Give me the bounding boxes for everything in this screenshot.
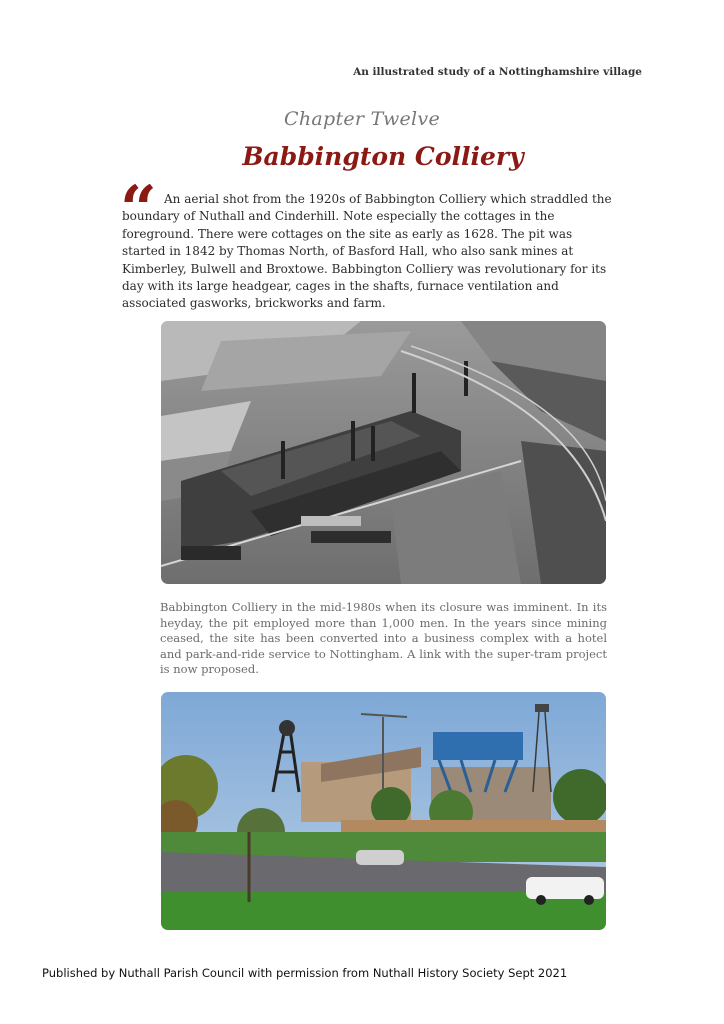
page-title: Babbington Colliery (242, 142, 524, 171)
page-header: An illustrated study of a Nottinghamshire village (353, 66, 642, 78)
chapter-label: Chapter Twelve (283, 108, 441, 130)
intro-paragraph: An aerial shot from the 1920s of Babbington Colliery which straddled the boundary of Nuthall and Cinderhill. Note especially the cottages in the foreground. There were cottages on the site as early as 1628. The pit was started in 1842 by Thomas North, of Basford Hall, who also sank mines at Kimberley, Bulwell and Broxtowe. Babbington Colliery was revolutionary for its day with its large headgear, cages in the shafts, furnace ventilation and associated gasworks, brickworks and farm. (122, 192, 612, 311)
photo-caption: Babbington Colliery in the mid-1980s when its closure was imminent. In its heyday, the pit employed more than 1,000 men. In the years since mining ceased, the site has been converted into a business complex with a hotel and park-and-ride service to Nottingham. A link with the super-tram project is now proposed. (160, 600, 607, 677)
aerial-colliery-photo (161, 321, 606, 584)
page-footer: Published by Nuthall Parish Council with permission from Nuthall History Society Sept 2021 (42, 966, 568, 980)
quote-mark-icon: “ (120, 172, 157, 247)
colour-colliery-photo (161, 692, 606, 930)
